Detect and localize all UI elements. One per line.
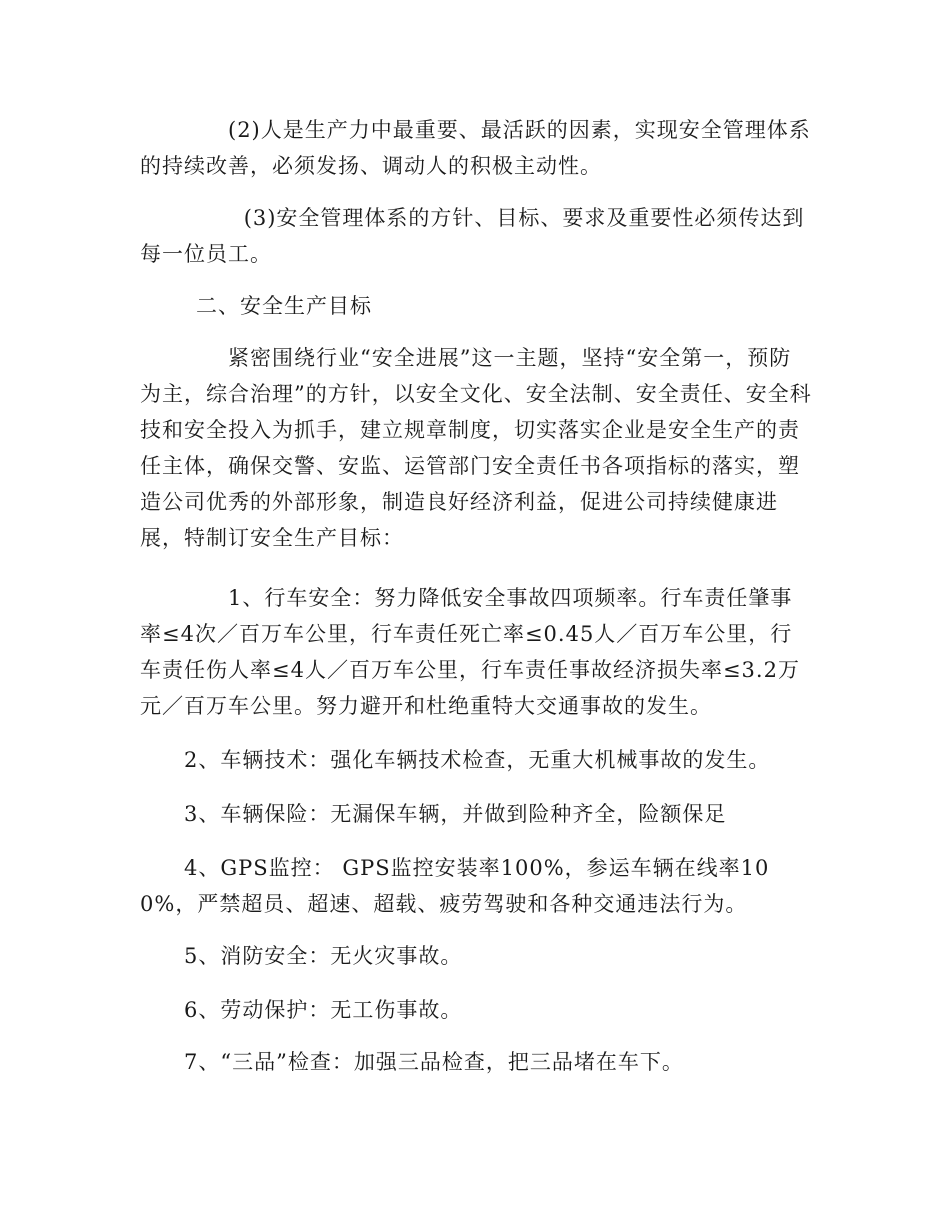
goal-item-gps-monitoring: 4、GPS监控： GPS监控安装率100%，参运车辆在线率100%，严禁超员、超速、超载、疲劳驾驶和各种交通违法行为。 <box>140 856 770 916</box>
goal-item-vehicle-insurance: 3、车辆保险：无漏保车辆，并做到险种齐全，险额保足 <box>184 802 727 826</box>
paragraph-people-factor: (2)人是生产力中最重要、最活跃的因素，实现安全管理体系的持续改善，必须发扬、调动人的积极主动性。 <box>140 118 811 178</box>
goal-item-fire-safety: 5、消防安全：无火灾事故。 <box>184 944 463 968</box>
goal-item-labor-protection: 6、劳动保护：无工伤事故。 <box>184 998 463 1022</box>
paragraph-safety-goals-intro: 紧密围绕行业“安全进展”这一主题，坚持“安全第一，预防为主，综合治理”的方针，以安全文化、安全法制、安全责任、安全科技和安全投入为抓手，建立规章制度，切实落实企业是安全生产的责任主体，确保交警、安监、运管部门安全责任书各项指标的落实，塑造公司优秀的外部形象，制造良好经济利益，促进公司持续健康进展，特制订安全生产目标： <box>140 346 812 550</box>
goal-item-vehicle-technology: 2、车辆技术：强化车辆技术检查，无重大机械事故的发生。 <box>184 748 771 772</box>
section-heading-safety-goals: 二、安全生产目标 <box>196 294 372 318</box>
paragraph-policy-communication: (3)安全管理体系的方针、目标、要求及重要性必须传达到每一位员工。 <box>140 206 805 266</box>
goal-item-three-products-inspection: 7、“三品”检查：加强三品检查，把三品堵在车下。 <box>184 1050 684 1074</box>
goal-item-driving-safety: 1、行车安全：努力降低安全事故四项频率。行车责任肇事率≤4次／百万车公里，行车责任死亡率≤0.45人／百万车公里，行车责任伤人率≤4人／百万车公里，行车责任事故经济损失率≤3.2万元／百万车公里。努力避开和杜绝重特大交通事故的发生。 <box>140 586 800 718</box>
